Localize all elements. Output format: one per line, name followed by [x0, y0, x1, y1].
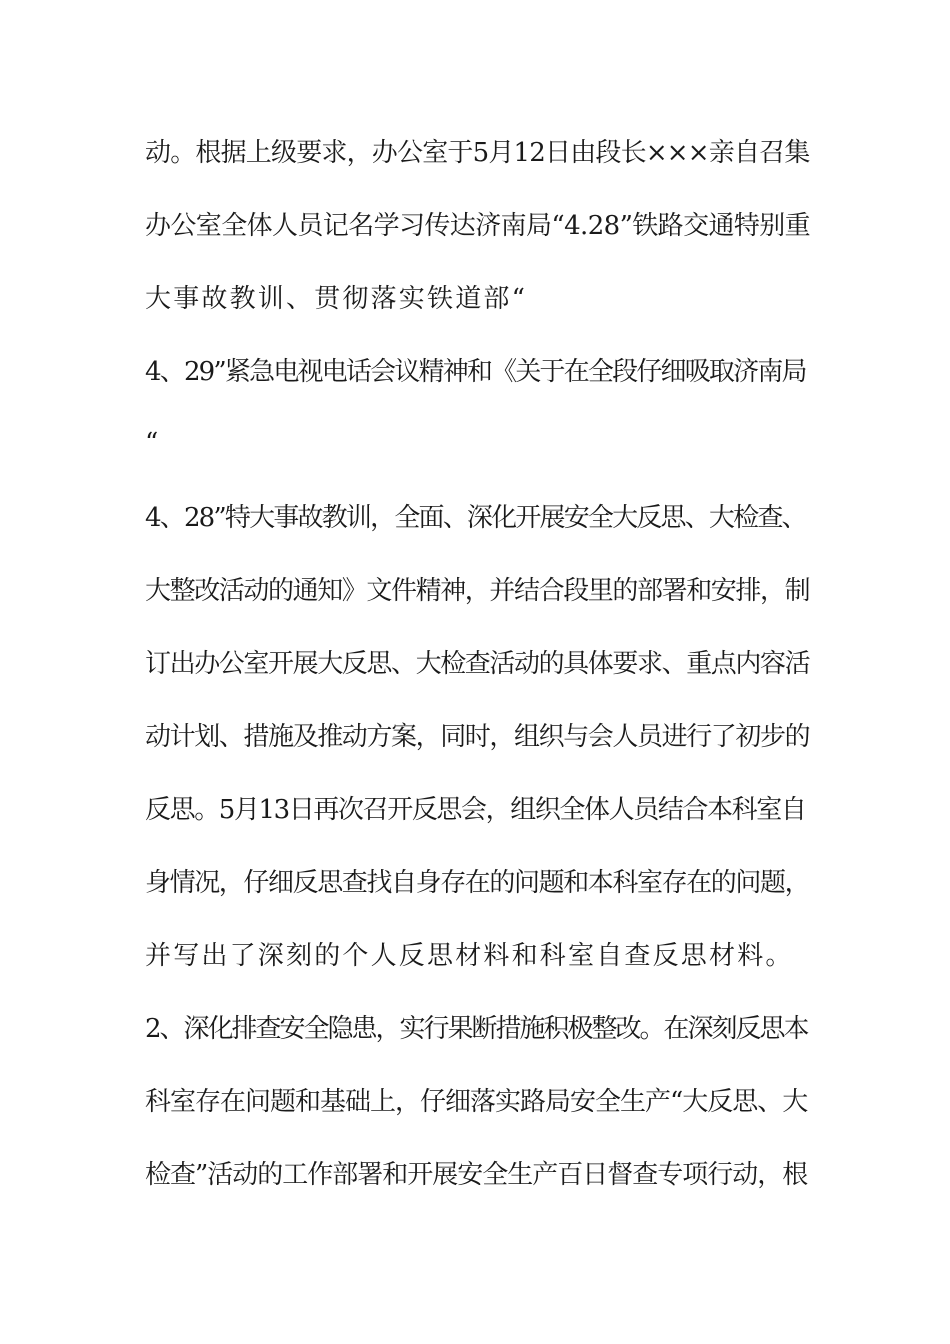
text-line: 检查”活动的工作部署和开展安全生产百日督查专项行动，根	[145, 1160, 808, 1190]
text-line: “	[145, 428, 161, 458]
text-line: 动。根据上级要求，办公室于5月12日由段长×××亲自召集	[145, 138, 810, 168]
text-line: 大整改活动的通知》文件精神，并结合段里的部署和安排，制	[145, 576, 810, 606]
text-line: 反思。5月13日再次召开反思会，组织全体人员结合本科室自	[145, 795, 806, 825]
text-line: 大事故教训、贯彻落实铁道部“	[145, 284, 528, 314]
text-line: 办公室全体人员记名学习传达济南局“4.28”铁路交通特别重	[145, 211, 811, 241]
text-line: 并写出了深刻的个人反思材料和科室自查反思材料。	[145, 941, 794, 971]
text-line: 订出办公室开展大反思、大检查活动的具体要求、重点内容活	[145, 649, 810, 679]
text-line: 4、29”紧急电视电话会议精神和《关于在全段仔细吸取济南局	[145, 357, 806, 387]
text-line: 科室存在问题和基础上，仔细落实路局安全生产“大反思、大	[145, 1087, 808, 1117]
text-line: 2、深化排查安全隐患，实行果断措施积极整改。在深刻反思本	[145, 1014, 808, 1044]
text-line: 动计划、措施及推动方案，同时，组织与会人员进行了初步的	[145, 722, 810, 752]
text-line: 身情况，仔细反思查找自身存在的问题和本科室存在的问题，	[145, 868, 810, 898]
text-line: 4、28”特大事故教训，全面、深化开展安全大反思、大检查、	[145, 503, 806, 533]
